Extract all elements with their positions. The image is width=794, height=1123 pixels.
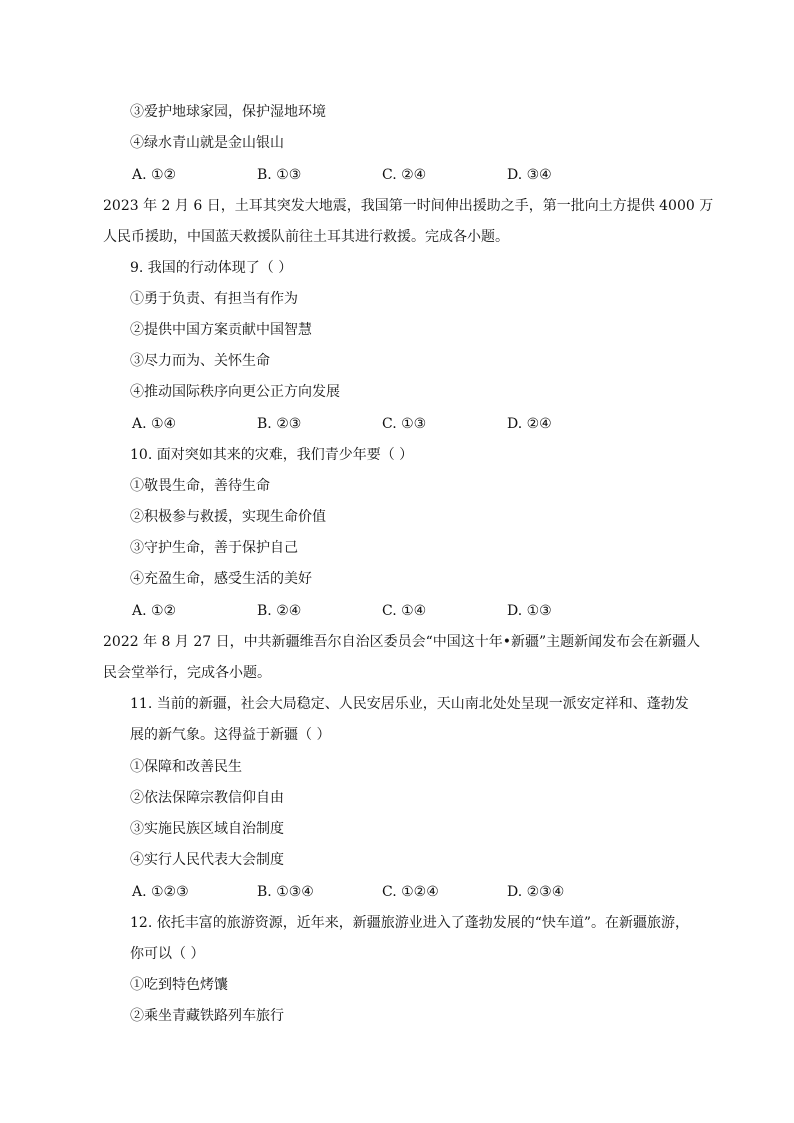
q11-choice-3: ③实施民族区域自治制度 [130,821,284,837]
q12-stem-line-1: 12. 依托丰富的旅游资源，近年来，新疆旅游业进入了蓬勃发展的“快车道”。在新疆旅游， [130,915,690,931]
q10-choice-2: ②积极参与救援，实现生命价值 [130,509,326,525]
intro2-line-2: 民会堂举行，完成各小题。 [103,665,271,681]
q9-option-b: B. ②③ [257,416,302,432]
q8-option-d: D. ③④ [507,167,552,183]
q11-choice-4: ④实行人民代表大会制度 [130,852,284,868]
intro1-line-2: 人民币援助，中国蓝天救援队前往土耳其进行救援。完成各小题。 [103,229,509,245]
q11-choice-1: ①保障和改善民生 [130,759,242,775]
q11-choice-2: ②依法保障宗教信仰自由 [130,790,284,806]
q10-choice-3: ③守护生命，善于保护自己 [130,540,298,556]
q9-option-c: C. ①③ [382,416,427,432]
q9-stem: 9. 我国的行动体现了（ ） [130,260,293,276]
q8-choice-3: ③爱护地球家园，保护湿地环境 [130,104,326,120]
q9-choice-1: ①勇于负责、有担当有作为 [130,291,298,307]
q8-option-b: B. ①③ [257,167,302,183]
q9-choice-2: ②提供中国方案贡献中国智慧 [130,322,312,338]
q9-choice-3: ③尽力而为、关怀生命 [130,353,270,369]
q10-option-c: C. ①④ [382,603,427,619]
q10-option-a: A. ①② [132,603,177,619]
q10-stem: 10. 面对突如其来的灾难，我们青少年要（ ） [130,447,414,463]
q10-option-b: B. ②④ [257,603,302,619]
q8-choice-4: ④绿水青山就是金山银山 [130,135,284,151]
q8-option-a: A. ①② [132,167,177,183]
q11-option-c: C. ①②④ [382,884,439,900]
q11-stem-line-2: 展的新气象。这得益于新疆（ ） [130,727,331,743]
q12-choice-1: ①吃到特色烤馕 [130,977,228,993]
q10-choice-1: ①敬畏生命，善待生命 [130,478,270,494]
q11-stem-line-1: 11. 当前的新疆，社会大局稳定、人民安居乐业，天山南北处处呈现一派安定祥和、蓬勃发 [130,696,689,712]
q11-option-b: B. ①③④ [257,884,314,900]
intro1-line-1: 2023 年 2 月 6 日，土耳其突发大地震，我国第一时间伸出援助之手，第一批向土方提供 4000 万 [103,198,714,214]
q9-option-d: D. ②④ [507,416,552,432]
q9-choice-4: ④推动国际秩序向更公正方向发展 [130,384,340,400]
q11-option-d: D. ②③④ [507,884,565,900]
q10-choice-4: ④充盈生命，感受生活的美好 [130,571,312,587]
q9-option-a: A. ①④ [132,416,177,432]
q12-choice-2: ②乘坐青藏铁路列车旅行 [130,1008,284,1024]
q8-option-c: C. ②④ [382,167,427,183]
q12-stem-line-2: 你可以（ ） [130,946,205,962]
q11-option-a: A. ①②③ [132,884,189,900]
intro2-line-1: 2022 年 8 月 27 日，中共新疆维吾尔自治区委员会“中国这十年•新疆”主题新闻发布会在新疆人 [103,634,701,650]
q10-option-d: D. ①③ [507,603,552,619]
